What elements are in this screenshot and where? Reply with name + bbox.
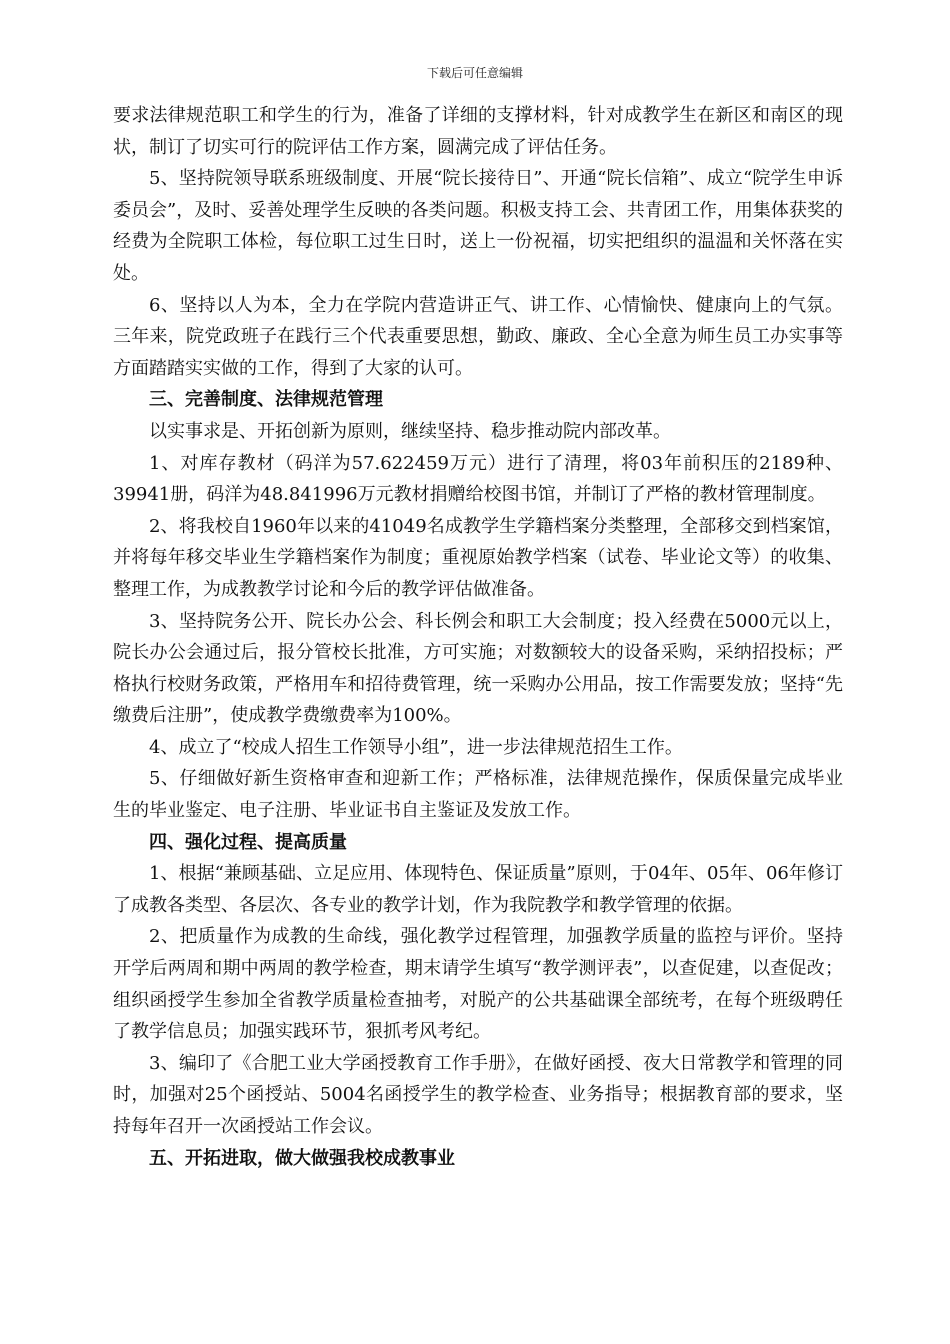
section-heading: 三、完善制度、法律规范管理: [149, 389, 383, 411]
paragraph: 5、仔细做好新生资格审查和迎新工作；严格标准，法律规范操作，保质保量完成毕业生的毕业鉴定、电子注册、毕业证书自主鉴证及发放工作。: [113, 768, 843, 822]
section-heading: 四、强化过程、提高质量: [149, 831, 347, 853]
paragraph: 3、编印了《合肥工业大学函授教育工作手册》，在做好函授、夜大日常教学和管理的同时，加强对25个函授站、5004名函授学生的教学检查、业务指导；根据教育部的要求，坚持每年召开一次函授站工作会议。: [113, 1052, 843, 1137]
paragraph: 1、根据“兼顾基础、立足应用、体现特色、保证质量”原则，于04年、05年、06年修订了成教各类型、各层次、各专业的教学计划，作为我院教学和教学管理的依据。: [113, 863, 843, 916]
paragraph: 5、坚持院领导联系班级制度、开展“院长接待日”、开通“院长信箱”、成立“院学生申诉委员会”，及时、妥善处理学生反映的各类问题。积极支持工会、共青团工作，用集体获奖的经费为全院职工体检，每位职工过生日时，送上一份祝福，切实把组织的温温和关怀落在实处。: [113, 168, 843, 284]
paragraph: 4、成立了“校成人招生工作领导小组”，进一步法律规范招生工作。: [149, 736, 683, 758]
paragraph: 2、把质量作为成教的生命线，强化教学过程管理，加强教学质量的监控与评价。坚持开学后两周和期中两周的教学检查，期末请学生填写“教学测评表”，以查促建，以查促改；组织函授学生参加全省教学质量检查抽考，对脱产的公共基础课全部统考，在每个班级聘任了教学信息员；加强实践环节，狠抓考风考纪。: [113, 926, 843, 1043]
paragraph: 2、将我校自1960年以来的41049名成教学生学籍档案分类整理，全部移交到档案馆，并将每年移交毕业生学籍档案作为制度；重视原始教学档案（试卷、毕业论文等）的收集、整理工作，为成教教学讨论和今后的教学评估做准备。: [113, 515, 843, 600]
page-header: 下载后可任意编辑: [426, 66, 523, 80]
section-heading: 五、开拓进取，做大做强我校成教事业: [149, 1147, 455, 1169]
paragraph: 6、坚持以人为本，全力在学院内营造讲正气、讲工作、心情愉快、健康向上的气氛。三年来，院党政班子在践行三个代表重要思想，勤政、廉政、全心全意为师生员工办实事等方面踏踏实实做的工作，得到了大家的认可。: [113, 294, 843, 379]
document-body: [113, 100, 843, 1174]
paragraph: 3、坚持院务公开、院长办公会、科长例会和职工大会制度；投入经费在5000元以上，院长办公会通过后，报分管校长批准，方可实施；对数额较大的设备采购，采纳招投标；严格执行校财务政策，严格用车和招待费管理，统一采购办公用品，按工作需要发放；坚持“先缴费后注册”，使成教学费缴费率为100%。: [113, 610, 843, 727]
paragraph: 1、对库存教材（码洋为57.622459万元）进行了清理，将03年前积压的2189种、39941册，码洋为48.841996万元教材捐赠给校图书馆，并制订了严格的教材管理制度。: [113, 452, 843, 506]
paragraph: 要求法律规范职工和学生的行为，准备了详细的支撑材料，针对成教学生在新区和南区的现状，制订了切实可行的院评估工作方案，圆满完成了评估任务。: [113, 105, 843, 158]
paragraph: 以实事求是、开拓创新为原则，继续坚持、稳步推动院内部改革。: [149, 420, 671, 442]
